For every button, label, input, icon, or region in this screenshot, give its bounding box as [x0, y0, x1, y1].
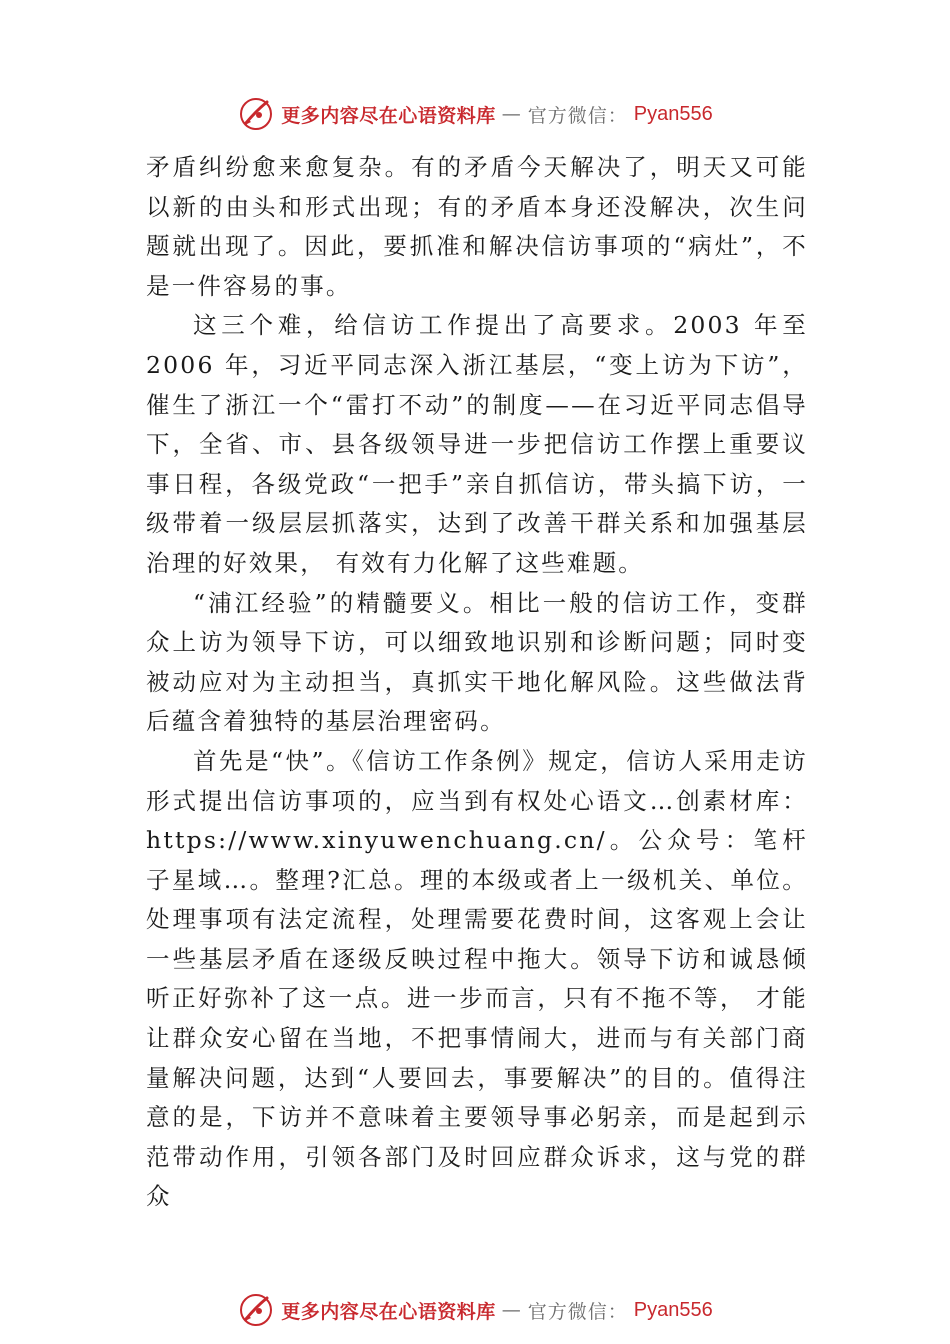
paragraph-3: “浦江经验”的精髓要义。相比一般的信访工作，变群众上访为领导下访，可以细致地识别和诊断问题；同时变被动应对为主动担当，真抓实干地化解风险。这些做法背后蕴含着独特的基层治理密码。 — [146, 588, 808, 736]
banner-wechat-id: Pyan556 — [633, 1298, 713, 1321]
document-body — [146, 148, 808, 1217]
banner-dash: — — [501, 103, 522, 125]
paragraph-1: 矛盾纠纷愈来愈复杂。有的矛盾今天解决了，明天又可能以新的由头和形式出现；有的矛盾本身还没解决，次生问题就出现了。因此，要抓准和解决信访事项的“病灶”，不是一件容易的事。 — [146, 153, 808, 300]
header-banner — [0, 94, 950, 134]
pen-logo-icon — [237, 1291, 275, 1329]
banner-wechat-label: 官方微信： — [527, 104, 628, 127]
banner-wechat-id: Pyan556 — [633, 102, 713, 125]
paragraph-4: 首先是“快”。《信访工作条例》规定，信访人采用走访形式提出信访事项的，应当到有权处心语文…创素材库：https://www.xinyuwenchuang.cn/。公众号：笔杆子星域…。整理?汇总。理的本级或者上一级机关、单位。处理事项有法定流程，处理需要花费时间，这客观上会让一些基层矛盾在逐级反映过程中拖大。领导下访和诚恳倾听正好弥补了这一点。进一步而言，只有不拖不等， 才能让群众安心留在当地，不把事情闹大，进而与有关部门商量解决问题，达到“人要回去，事要解决”的目的。值得注意的是，下访并不意味着主要领导事必躬亲，而是起到示范带动作用，引领各部门及时回应群众诉求，这与党的群众 — [146, 746, 808, 1211]
pen-logo-icon — [237, 95, 275, 133]
banner-promo-text: 更多内容尽在心语资料库 — [281, 104, 496, 127]
paragraph-2: 这三个难，给信访工作提出了高要求。2003 年至 2006 年，习近平同志深入浙江基层，“变上访为下访”，催生了浙江一个“雷打不动”的制度——在习近平同志倡导下，全省、市、县各级领导进一步把信访工作摆上重要议事日程，各级党政“一把手”亲自抓信访，带头搞下访，一级带着一级层层抓落实，达到了改善干群关系和加强基层治理的好效果， 有效有力化解了这些难题。 — [146, 311, 808, 577]
banner-wechat-label: 官方微信： — [527, 1300, 628, 1323]
banner-dash: — — [501, 1299, 522, 1321]
footer-banner — [0, 1290, 950, 1330]
banner-promo-text: 更多内容尽在心语资料库 — [281, 1300, 496, 1323]
